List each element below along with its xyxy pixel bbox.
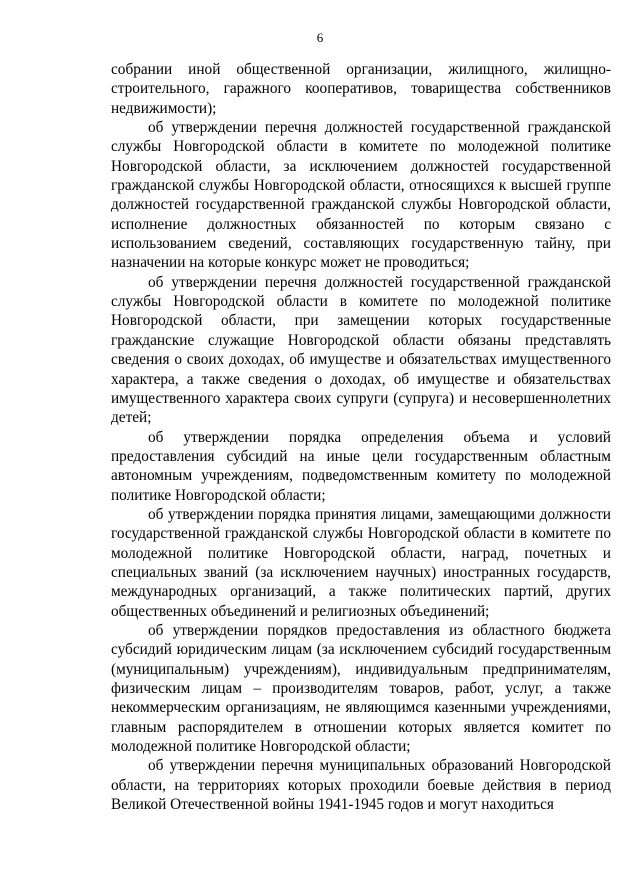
paragraph-subsidy-procedures-legal-entities: об утверждении порядков предоставления из областного бюджета субсидий юридическим лицам (за исключением субсидий государственным (муниципальным) учреждениям), индивидуальным предпринимателям, физическим лицам – производителям товаров, работ, услуг, а также некоммерческим организациям, не являющимся казенными учреждениями, главным распорядителем в отношении которых является комитет по молодежной политике Новгородской области;	[111, 621, 611, 756]
document-body	[111, 60, 611, 814]
paragraph-awards-procedure: об утверждении порядка принятия лицами, замещающими должности государственной гражданской службы Новгородской области в комитете по молодежной политике Новгородской области, наград, почетных и специальных званий (за исключением научных) иностранных государств, международных организаций, а также политических партий, других общественных объединений и религиозных объединений;	[111, 505, 611, 620]
paragraph-municipalities-list: об утверждении перечня муниципальных образований Новгородской области, на территориях которых проходили боевые действия в период Великой Отечественной войны 1941-1945 годов и могут находиться	[111, 757, 611, 814]
paragraph-positions-list-competition: об утверждении перечня должностей государственной гражданской службы Новгородской области в комитете по молодежной политике Новгородской области, за исключением должностей государственной гражданской службы Новгородской области, относящихся к высшей группе должностей государственной гражданской службы Новгородской области, исполнение должностных обязанностей по которым связано с использованием сведений, составляющих государственную тайну, при назначении на которые конкурс может не проводиться;	[111, 119, 611, 272]
paragraph-continuation: собрании иной общественной организации, жилищного, жилищно-строительного, гаражного кооперативов, товарищества собственников недвижимости);	[111, 61, 611, 117]
page-number: 6	[316, 30, 324, 45]
paragraph-positions-list-income-disclosure: об утверждении перечня должностей государственной гражданской службы Новгородской области в комитете по молодежной политике Новгородской области, при замещении которых государственные гражданские служащие Новгородской области обязаны представлять сведения о своих доходах, об имуществе и обязательствах имущественного характера, а также сведения о доходах, об имуществе и обязательствах имущественного характера своих супруги (супруга) и несовершеннолетних детей;	[111, 273, 611, 427]
paragraph-subsidy-procedure-autonomous: об утверждении порядка определения объема и условий предоставления субсидий на иные цели государственным областным автономным учреждениям, подведомственным комитету по молодежной политике Новгородской области;	[111, 428, 611, 504]
